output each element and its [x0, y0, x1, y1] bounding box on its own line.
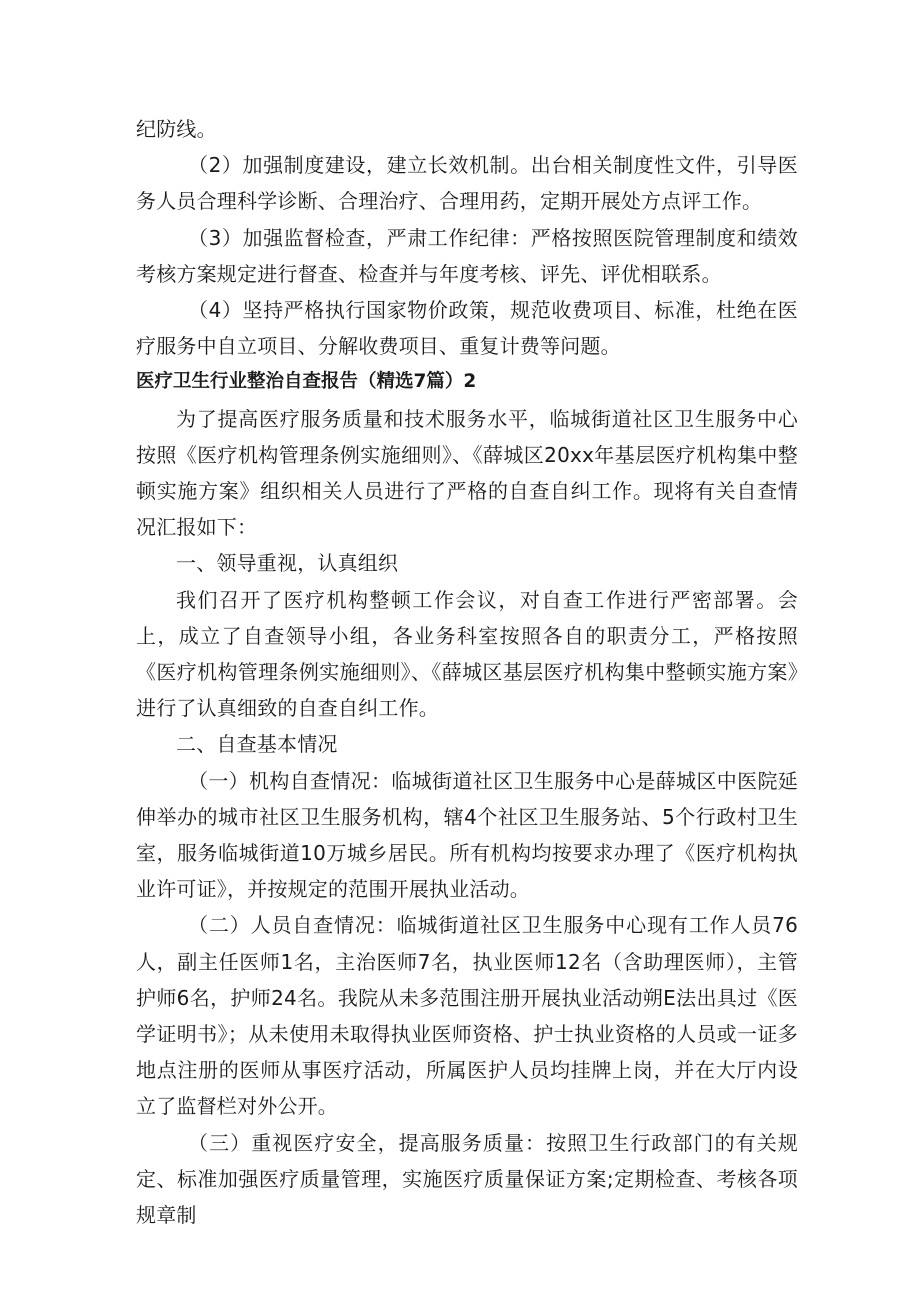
subheading-leadership: 一、领导重视，认真组织 — [176, 551, 399, 576]
section-heading: 医疗卫生行业整治自查报告（精选7篇）2 — [136, 371, 477, 393]
paragraph-medical-safety: （三）重视医疗安全，提高服务质量：按照卫生行政部门的有关规定、标准加强医疗质量管理，实施医疗质量保证方案;定期检查、考核各项规章制 — [136, 1130, 798, 1228]
subheading-self-check: 二、自查基本情况 — [176, 732, 338, 757]
paragraph-intro: 为了提高医疗服务质量和技术服务水平，临城街道社区卫生服务中心按照《医疗机构管理条例实施细则》、《薛城区20xx年基层医疗机构集中整顿实施方案》组织相关人员进行了严格的自查自纠工作。现将有关自查情况汇报如下： — [136, 406, 798, 540]
paragraph-item-2: （2）加强制度建设，建立长效机制。出台相关制度性文件，引导医务人员合理科学诊断、合理治疗、合理用药，定期开展处方点评工作。 — [136, 153, 798, 214]
paragraph-institution-check: （一）机构自查情况：临城街道社区卫生服务中心是薛城区中医院延伸举办的城市社区卫生服务机构，辖4个社区卫生服务站、5个行政村卫生室，服务临城街道10万城乡居民。所有机构均按要求办理了《医疗机构执业许可证》，并按规定的范围开展执业活动。 — [136, 768, 798, 902]
paragraph-meeting: 我们召开了医疗机构整顿工作会议，对自查工作进行严密部署。会上，成立了自查领导小组，各业务科室按照各自的职责分工，严格按照《医疗机构管理条例实施细则》、《薛城区基层医疗机构集中整顿实施方案》进行了认真细致的自查自纠工作。 — [136, 587, 798, 721]
document-body — [136, 111, 798, 1233]
paragraph-continuation: 纪防线。 — [136, 117, 217, 141]
paragraph-staff-check: （二）人员自查情况：临城街道社区卫生服务中心现有工作人员76人，副主任医师1名，主治医师7名，执业医师12名（含助理医师），主管护师6名，护师24名。我院从未多范围注册开展执业活动朔E法出具过《医学证明书》；从未使用未取得执业医师资格、护士执业资格的人员或一证多地点注册的医师从事医疗活动，所属医护人员均挂牌上岗，并在大厅内设立了监督栏对外公开。 — [136, 913, 798, 1119]
paragraph-item-3: （3）加强监督检查，严肃工作纪律：严格按照医院管理制度和绩效考核方案规定进行督查、检查并与年度考核、评先、评优相联系。 — [136, 225, 798, 286]
paragraph-item-4: （4）坚持严格执行国家物价政策，规范收费项目、标准，杜绝在医疗服务中自立项目、分解收费项目、重复计费等问题。 — [136, 298, 798, 359]
